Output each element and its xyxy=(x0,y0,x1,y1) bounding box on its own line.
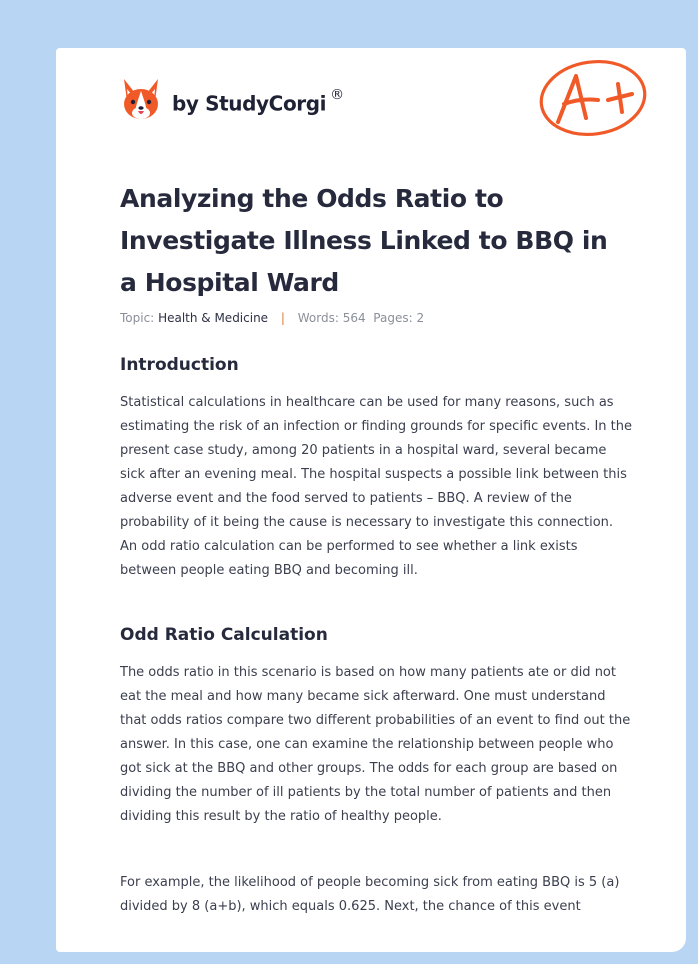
paragraph-odd-ratio-1: The odds ratio in this scenario is based on how many patients ate or did not eat the meal and how many became sick afterward. One must understand that odds ratios compare two different probabilities of an event to find out the answer. In this case, one can examine the relationship between people who got sick at the BBQ and other groups. The odds for each group are based on dividing the number of ill patients by the total number of patients and then dividing this result by the ratio of healthy people. xyxy=(120,665,631,824)
section-heading-odd-ratio: Odd Ratio Calculation xyxy=(120,625,328,645)
brand-name: by StudyCorgi ® xyxy=(172,86,344,116)
paragraph-odd-ratio-2: For example, the likelihood of people becoming sick from eating BBQ is 5 (a) divided by 8 (a+b), which equals 0.625. Next, the chance of this event xyxy=(120,875,620,914)
words-count: 564 xyxy=(342,311,366,325)
document-page xyxy=(56,48,686,952)
meta-separator: | xyxy=(280,311,285,325)
document-meta xyxy=(120,311,424,325)
words-label: Words: xyxy=(297,311,339,325)
grade-a-plus-badge xyxy=(536,58,654,142)
corgi-icon xyxy=(120,77,162,121)
topic-link[interactable]: Health & Medicine xyxy=(158,311,269,325)
svg-text:A+: A+ xyxy=(536,58,538,59)
section-heading-introduction: Introduction xyxy=(120,355,239,375)
pages-label: Pages: xyxy=(373,311,413,325)
brand-logo[interactable] xyxy=(120,74,344,124)
pages-count: 2 xyxy=(416,311,425,325)
page-title: Analyzing the Odds Ratio to Investigate Illness Linked to BBQ in a Hospital Ward xyxy=(120,184,608,297)
paragraph-introduction: Statistical calculations in healthcare can be used for many reasons, such as estimating the risk of an infection or finding grounds for specific events. In the present case study, among 20 patients in a hospital ward, several became sick after an evening meal. The hospital suspects a possible link between this adverse event and the food served to patients – BBQ. A review of the probability of it being the cause is necessary to investigate this connection. An odd ratio calculation can be performed to see whether a link exists between people eating BBQ and becoming ill. xyxy=(120,395,633,578)
topic-label: Topic: xyxy=(120,311,155,325)
